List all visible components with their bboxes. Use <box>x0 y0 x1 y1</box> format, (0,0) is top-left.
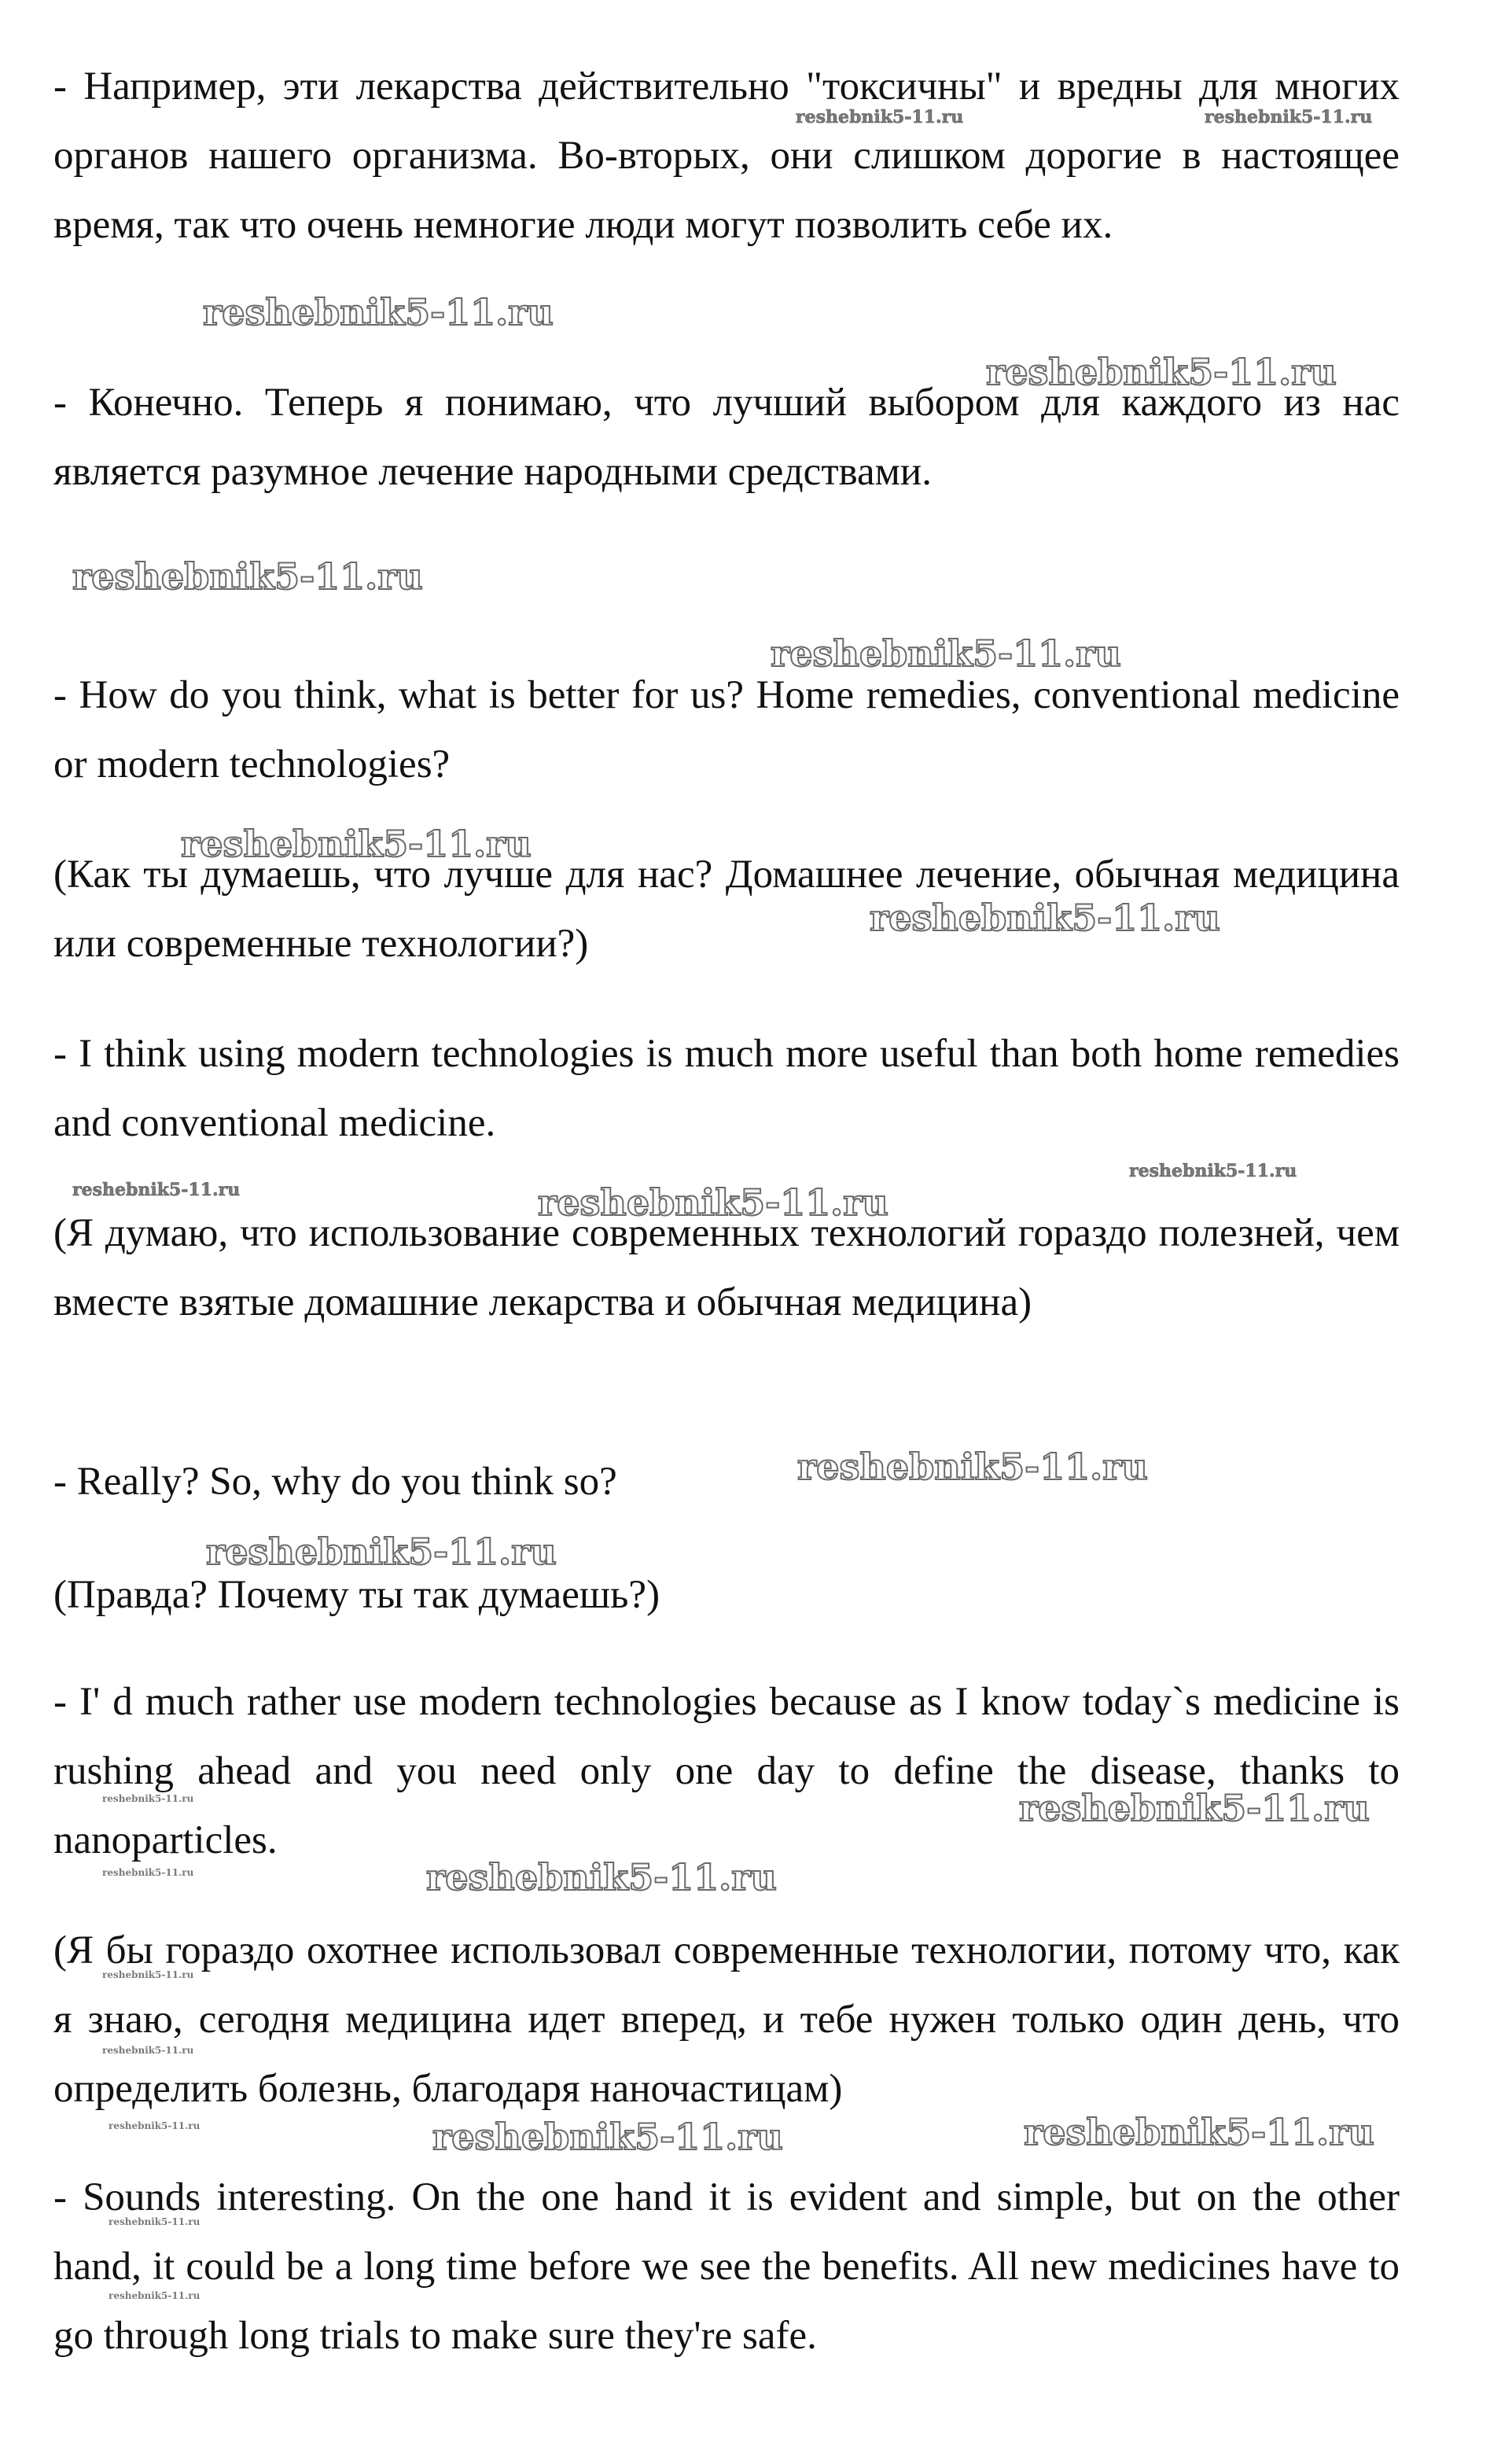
watermark: reshebnik5-11.ru <box>109 2290 201 2301</box>
watermark: reshebnik5-11.ru <box>1129 1161 1297 1181</box>
paragraph-1: - Например, эти лекарства действительно "токсичны" и вредны для многих органов нашего организма. Во-вторых, они слишком дорогие в настоящее время, так что очень немногие люди могут позволить себе их. <box>53 64 1400 247</box>
paragraph-7: - Really? So, why do you think so? <box>53 1460 617 1504</box>
watermark: reshebnik5-11.ru <box>72 555 423 598</box>
watermark: reshebnik5-11.ru <box>797 1446 1148 1488</box>
watermark: reshebnik5-11.ru <box>102 1867 194 1878</box>
watermark: reshebnik5-11.ru <box>986 351 1337 393</box>
paragraph-6: (Я думаю, что использование современных технологий гораздо полезней, чем вместе взятые домашние лекарства и обычная медицина) <box>53 1211 1400 1324</box>
watermark: reshebnik5-11.ru <box>432 2116 783 2158</box>
watermark: reshebnik5-11.ru <box>538 1181 888 1224</box>
watermark: reshebnik5-11.ru <box>203 291 554 333</box>
watermark: reshebnik5-11.ru <box>1024 2111 1374 2153</box>
watermark: reshebnik5-11.ru <box>102 2045 194 2056</box>
watermark: reshebnik5-11.ru <box>102 1969 194 1980</box>
paragraph-4: (Как ты думаешь, что лучше для нас? Домашнее лечение, обычная медицина или современные технологии?) <box>53 853 1400 966</box>
watermark: reshebnik5-11.ru <box>109 2216 201 2227</box>
watermark: reshebnik5-11.ru <box>426 1856 777 1899</box>
watermark: reshebnik5-11.ru <box>870 897 1220 939</box>
paragraph-11: - Sounds interesting. On the one hand it is evident and simple, but on the other hand, it could be a long time before we see the benefits. All new medicines have to go through long trials to make sure they're safe. <box>53 2175 1400 2358</box>
watermark: reshebnik5-11.ru <box>1019 1787 1370 1829</box>
watermark: reshebnik5-11.ru <box>181 823 532 865</box>
watermark: reshebnik5-11.ru <box>771 632 1121 675</box>
paragraph-8: (Правда? Почему ты так думаешь?) <box>53 1573 660 1617</box>
paragraph-10: (Я бы гораздо охотнее использовал современные технологии, потому что, как я знаю, сегодня медицина идет вперед, и тебе нужен только один день, что определить болезнь, благодаря наночастицам) <box>53 1928 1400 2111</box>
watermark: reshebnik5-11.ru <box>109 2120 201 2131</box>
paragraph-3: - How do you think, what is better for us? Home remedies, conventional medicine or modern technologies? <box>53 673 1400 786</box>
watermark: reshebnik5-11.ru <box>102 1793 194 1804</box>
paragraph-5: - I think using modern technologies is much more useful than both home remedies and conventional medicine. <box>53 1032 1400 1145</box>
watermark: reshebnik5-11.ru <box>796 107 964 127</box>
paragraph-9: - I' d much rather use modern technologies because as I know today`s medicine is rushing ahead and you need only one day to define the disease, thanks to nanoparticles. <box>53 1680 1400 1862</box>
watermark: reshebnik5-11.ru <box>1205 107 1373 127</box>
watermark: reshebnik5-11.ru <box>72 1180 241 1200</box>
watermark: reshebnik5-11.ru <box>206 1530 557 1573</box>
paragraph-2: - Конечно. Теперь я понимаю, что лучший выбором для каждого из нас является разумное лечение народными средствами. <box>53 381 1400 494</box>
